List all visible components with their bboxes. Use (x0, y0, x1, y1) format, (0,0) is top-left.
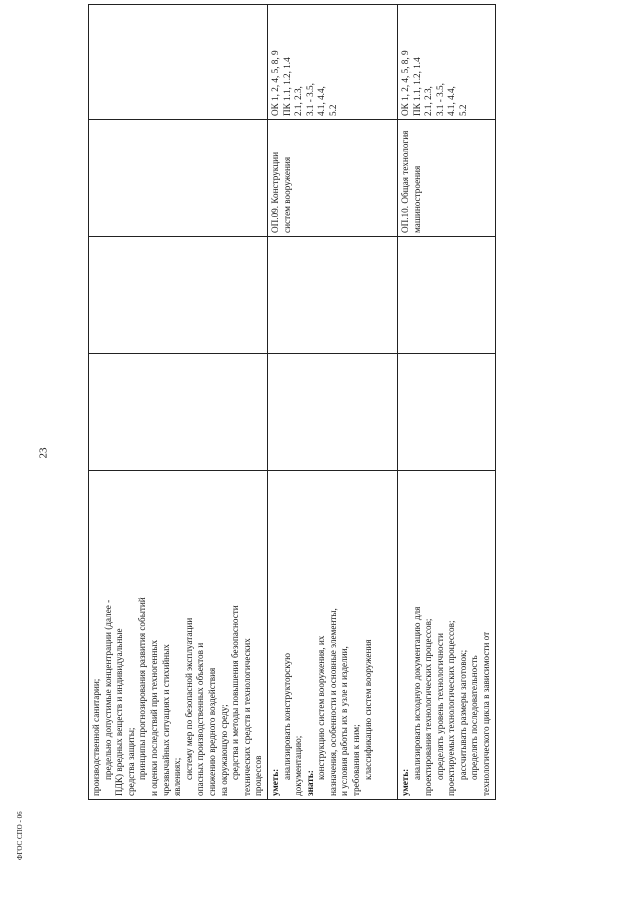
requirement-line: анализировать конструкторскую (281, 652, 292, 780)
requirement-line: средства и методы повышения безопасности (230, 605, 241, 780)
section-heading: уметь: (399, 768, 410, 796)
requirement-line: процессов (253, 755, 264, 796)
requirement-line: назначения, особенности и основные элементы, (327, 608, 338, 796)
requirement-line: проектируемых технологических процессов; (446, 620, 457, 796)
section-heading: знать: (304, 770, 315, 796)
requirement-line: явлениях; (172, 757, 183, 796)
empty-cell (267, 237, 397, 354)
competency-code: 4.1, 4.4, (446, 86, 457, 116)
competency-code: 5.2 (457, 104, 468, 116)
requirement-line: принципы прогнозирования развития событий (137, 597, 148, 780)
competency-code: ОК 1, 2, 4, 5, 8, 9 (399, 50, 410, 116)
competencies-cell (89, 5, 268, 120)
table-row (89, 5, 268, 800)
requirement-line: ПДК) вредных веществ и индивидуальные (114, 628, 125, 796)
requirement-line: предельно допустимые концентрации (далее - (102, 599, 113, 780)
discipline-cell (89, 120, 268, 237)
requirement-line: снижению вредного воздействия (206, 667, 217, 796)
requirements-cell (267, 471, 397, 800)
empty-cell (89, 237, 268, 354)
table-row (397, 5, 495, 800)
rotated-table (88, 40, 492, 800)
requirement-line: документацию; (293, 735, 304, 796)
requirement-line: конструкцию систем вооружения, их (316, 635, 327, 780)
competency-code: 3.1 - 3.5, (434, 83, 445, 116)
competency-code: 2.1, 2.3, (423, 86, 434, 116)
requirement-line: производственной санитарии; (91, 678, 101, 796)
footer-code: ФГОС СПО - 06 (16, 811, 24, 860)
requirement-line: систему мер по безопасной эксплуатации (183, 617, 194, 780)
requirement-line: чрезвычайных ситуациях и стихийных (160, 644, 171, 796)
requirement-line: классификацию систем вооружения (362, 639, 373, 780)
requirement-line: проектирования технологических процессов; (423, 618, 434, 796)
requirement-line: рассчитывать размеры заготовок; (457, 649, 468, 780)
requirements-cell (397, 471, 495, 800)
requirement-line: анализировать исходную документацию для (411, 606, 422, 780)
requirement-line: технических средств и технологических (241, 638, 252, 796)
requirement-line: и оценки последствий при техногенных (148, 639, 159, 796)
competency-code: ОК 1, 2, 4, 5, 8, 9 (269, 50, 280, 116)
competency-code: 2.1, 2.3, (293, 86, 304, 116)
requirement-line: определять последовательность (469, 655, 480, 780)
requirements-cell (89, 471, 268, 800)
page-number: 23 (37, 447, 50, 459)
requirement-line: технологического цикла в зависимости от (481, 631, 492, 796)
section-heading: уметь: (269, 768, 280, 796)
competency-code: ПК 1.1, 1.2, 1.4 (281, 57, 292, 116)
table-row (267, 5, 397, 800)
requirement-line: средства защиты; (125, 727, 136, 796)
empty-cell (267, 354, 397, 471)
table-viewport (88, 40, 492, 800)
requirement-line: и условия работы их в узле и изделии, (339, 646, 350, 796)
requirement-line: опасных производственных объектов и (195, 642, 206, 796)
competency-code: ПК 1.1, 1.2, 1.4 (411, 57, 422, 116)
discipline-cell: ОП.09. Конструкции систем вооружения (267, 120, 397, 237)
competency-code: 5.2 (327, 104, 338, 116)
requirement-line: на окружающую среду; (218, 704, 229, 796)
competency-code: 3.1 - 3.5, (304, 83, 315, 116)
requirement-line: требования к ним; (351, 724, 362, 796)
discipline-cell: ОП.10. Общая технология машиностроения (397, 120, 495, 237)
competencies-cell (267, 5, 397, 120)
competency-code: 4.1, 4.4, (316, 86, 327, 116)
requirement-line: определять уровень технологичности (434, 633, 445, 780)
competencies-cell (397, 5, 495, 120)
empty-cell (89, 354, 268, 471)
empty-cell (397, 237, 495, 354)
empty-cell (397, 354, 495, 471)
requirements-table (88, 4, 496, 800)
